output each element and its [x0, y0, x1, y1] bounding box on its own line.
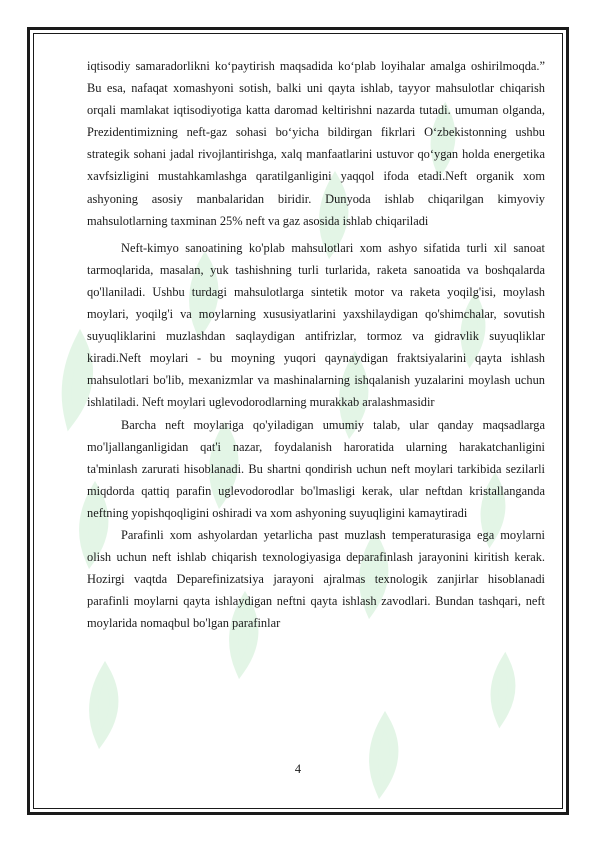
paragraph-1: iqtisodiy samaradorlikni ko‘paytirish maqsadida ko‘plab loyihalar amalga oshirilmoqda.” Bu esa, nafaqat xomashyoni sotish, balki uni qayta ishlab, tayyor mahsulotlar chiqarish orqali mamlakat iqtisodiyotiga katta daromad keltirishni nazarda tutadi. umuman olganda, Prezidentimizning neft-gaz sohasi bo‘yicha bildirgan fikrlari O‘zbekistonning ushbu strategik sohani jadal rivojlantirishga, xalq manfaatlarini ustuvor qo‘ygan holda energetika xavfsizligini mustahkamlashga qaratilganligini yaqqol ifoda etadi.Neft organik xom ashyoning asosiy manbalaridan biridir. Dunyoda ishlab chiqarilgan kimyoviy mahsulotlarning taxminan 25% neft va gaz asosida ishlab chiqariladi: [87, 59, 545, 228]
paragraph-3: Barcha neft moylariga qo'yiladigan umumiy talab, ular qanday maqsadlarga mo'ljallanganligidan qat'i nazar, foydalanish haroratida ularning harakatchanligini ta'minlash zarurati hisoblanadi. Bu shartni qondirish uchun neft moylari tarkibida sezilarli miqdorda qattiq parafin uglevodorodlar bo'lmasligi kerak, ular neftdan kristallanganda neftning yopishqoqligini oshiradi va xom ashyoning suyuqligini kamaytiradi: [87, 417, 545, 520]
page-number: 4: [294, 762, 302, 776]
document-body: [87, 55, 545, 634]
paragraph-4: Parafinli xom ashyolardan yetarlicha past muzlash temperaturasiga ega moylarni olish uchun neft ishlab chiqarish texnologiyasiga deparafinlash jarayonini kiritish kerak. Hozirgi vaqtda Deparefinizatsiya jarayoni ajralmas texnologik zanjirlar hisoblanadi parafinli moylarni qayta ishlaydigan neftni qayta ishlash zavodlari. Bundan tashqari, neft moylarida nomaqbul bo'lgan parafinlar: [87, 527, 545, 631]
paragraph-2: Neft-kimyo sanoatining ko'plab mahsulotlari xom ashyo sifatida turli xil sanoat tarmoqlarida, masalan, yuk tashishning turli turlarida, raketa sanoatida va boshqalarda qo'llaniladi. Ushbu turdagi mahsulotlarga sintetik motor va raketa yoqilg'isi, moylash moylari, yoqilg'i va moylarning xususiyatlarini yaxshilaydigan qo'shimchalar, sovutish suyuqliklarini muzlashdan saqlaydigan antifrizlar, tormoz va gidravlik suyuqliklar kiradi.Neft moylari - bu moyning yuqori qaynaydigan fraktsiyalarini qayta ishlash mahsulotlari bo'lib, mexanizmlar va mashinalarning ishqalanish yuzalarini moylash uchun ishlatiladi. Neft moylari uglevodorodlarning murakkab aralashmasidir: [87, 240, 545, 410]
